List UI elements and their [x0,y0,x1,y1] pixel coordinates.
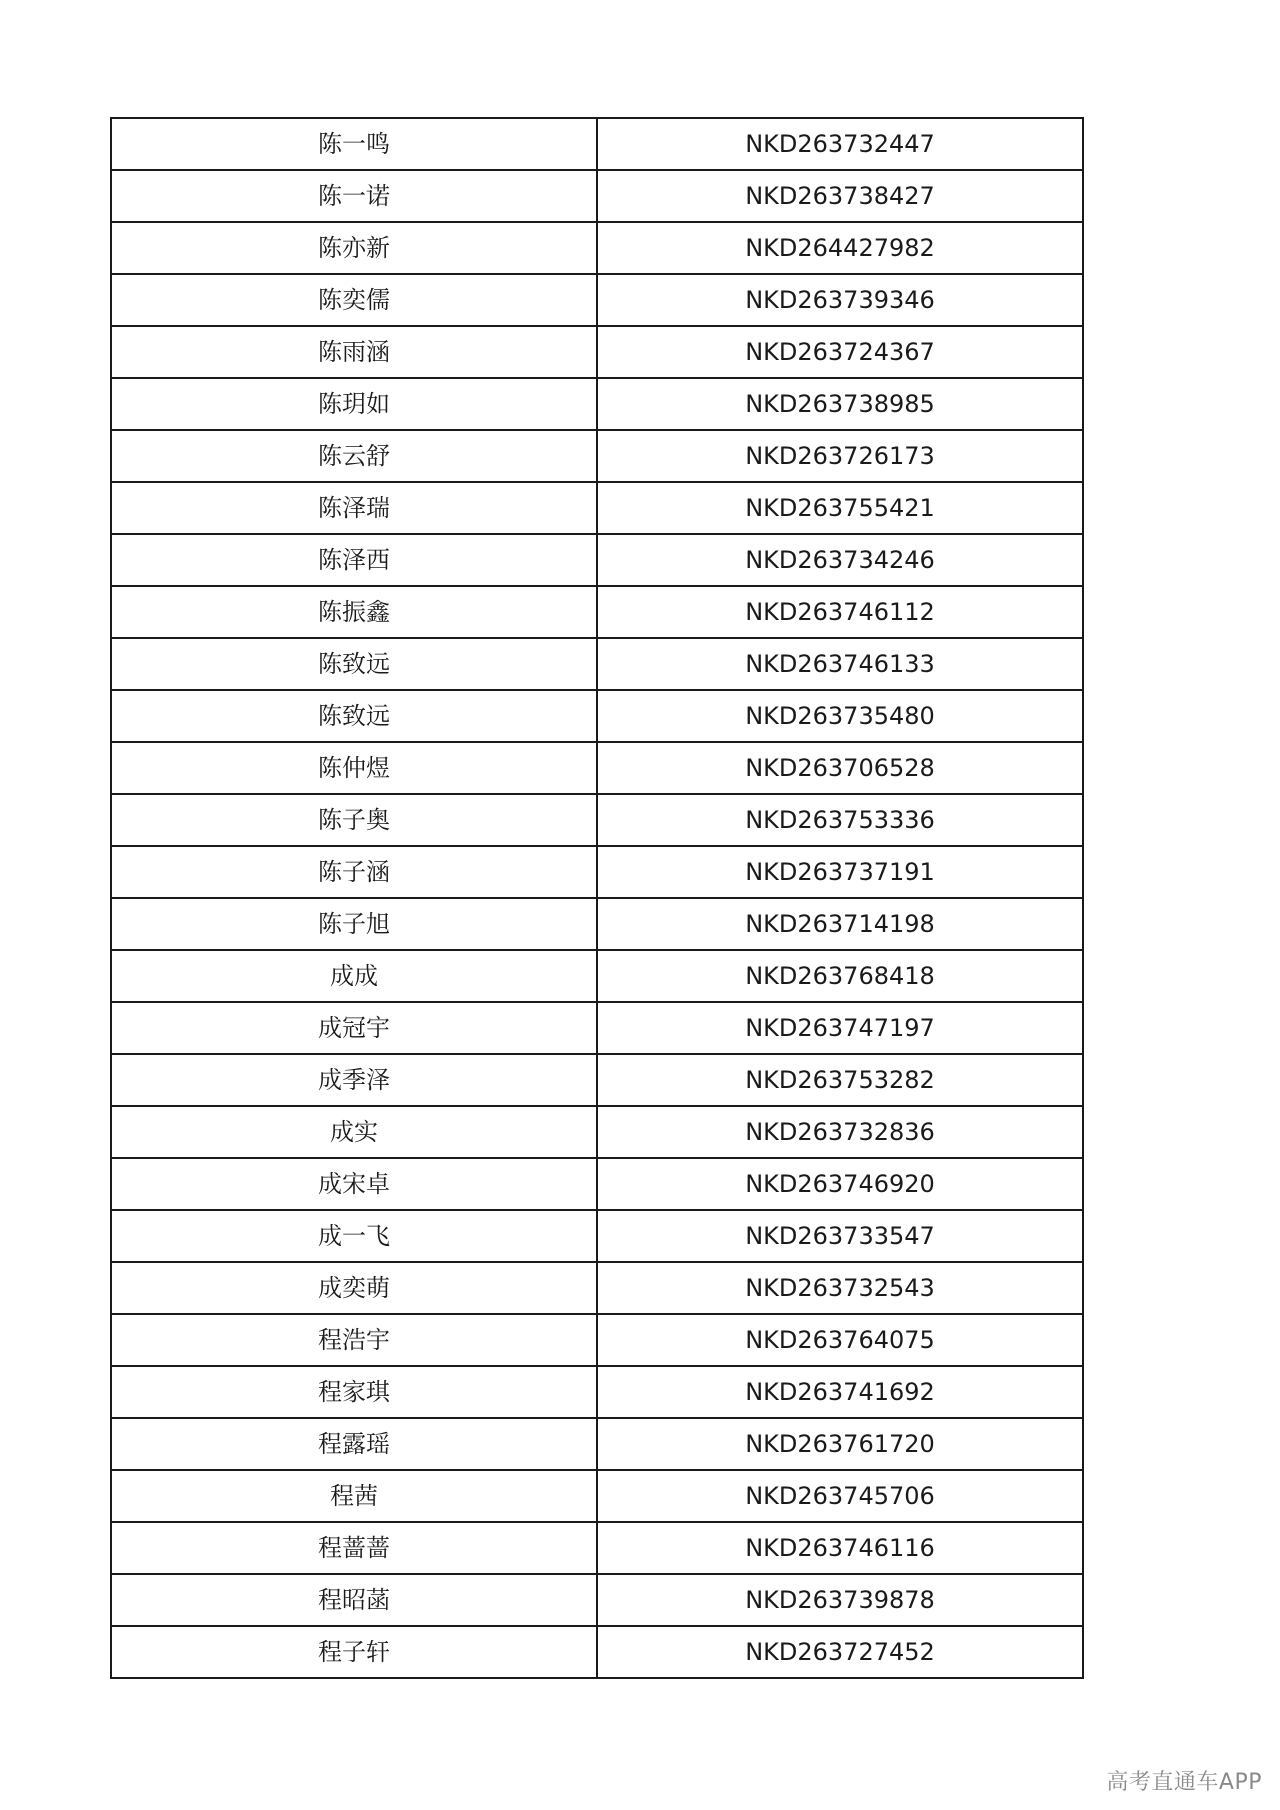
student-name-cell: 陈雨涵 [111,326,597,378]
table-row [111,378,1083,430]
student-id-cell: NKD263755421 [597,482,1083,534]
student-name-cell: 陈子奥 [111,794,597,846]
table-row [111,430,1083,482]
student-name-cell: 陈云舒 [111,430,597,482]
student-id-cell: NKD263739878 [597,1574,1083,1626]
student-name-cell: 程蔷蔷 [111,1522,597,1574]
table-row [111,118,1083,170]
student-id-cell: NKD263714198 [597,898,1083,950]
student-id-cell: NKD263727452 [597,1626,1083,1678]
student-id-cell: NKD263764075 [597,1314,1083,1366]
table-row [111,326,1083,378]
student-name-cell: 程浩宇 [111,1314,597,1366]
table-row [111,638,1083,690]
student-id-cell: NKD263745706 [597,1470,1083,1522]
student-name-cell: 陈亦新 [111,222,597,274]
student-name-cell: 陈玥如 [111,378,597,430]
table-row [111,690,1083,742]
student-id-cell: NKD263726173 [597,430,1083,482]
table-row [111,222,1083,274]
watermark-text: 高考直通车APP [1106,1770,1262,1795]
table-row [111,898,1083,950]
student-id-cell: NKD263739346 [597,274,1083,326]
student-name-cell: 程茜 [111,1470,597,1522]
student-name-cell: 陈致远 [111,638,597,690]
student-name-cell: 程子轩 [111,1626,597,1678]
student-name-cell: 成宋卓 [111,1158,597,1210]
student-id-cell: NKD263768418 [597,950,1083,1002]
student-name-cell: 陈一鸣 [111,118,597,170]
table-row [111,1054,1083,1106]
student-id-cell: NKD263738985 [597,378,1083,430]
table-row [111,1210,1083,1262]
student-id-cell: NKD263735480 [597,690,1083,742]
table-row [111,1574,1083,1626]
student-name-cell: 陈泽瑞 [111,482,597,534]
table-row [111,950,1083,1002]
student-id-cell: NKD263761720 [597,1418,1083,1470]
table-row [111,794,1083,846]
student-name-cell: 陈泽西 [111,534,597,586]
student-name-cell: 陈一诺 [111,170,597,222]
table-row [111,1522,1083,1574]
table-row [111,534,1083,586]
table-row [111,1626,1083,1678]
table-row [111,586,1083,638]
student-id-cell: NKD263732447 [597,118,1083,170]
student-name-cell: 成成 [111,950,597,1002]
student-name-cell: 程昭菡 [111,1574,597,1626]
student-name-cell: 陈振鑫 [111,586,597,638]
table-row [111,1262,1083,1314]
student-id-cell: NKD263706528 [597,742,1083,794]
table-row [111,482,1083,534]
table-row [111,1314,1083,1366]
table-row [111,1366,1083,1418]
student-id-cell: NKD263747197 [597,1002,1083,1054]
student-id-table [110,117,1084,1679]
student-id-cell: NKD263753282 [597,1054,1083,1106]
student-id-cell: NKD263746116 [597,1522,1083,1574]
table-row [111,274,1083,326]
table-row [111,1158,1083,1210]
table-row [111,846,1083,898]
student-id-cell: NKD263737191 [597,846,1083,898]
student-id-cell: NKD263746133 [597,638,1083,690]
table-row [111,1470,1083,1522]
student-name-cell: 成奕萌 [111,1262,597,1314]
student-id-cell: NKD263724367 [597,326,1083,378]
table-row [111,1418,1083,1470]
table-row [111,1002,1083,1054]
student-name-cell: 成实 [111,1106,597,1158]
student-name-cell: 陈致远 [111,690,597,742]
student-id-cell: NKD264427982 [597,222,1083,274]
student-name-cell: 陈仲煜 [111,742,597,794]
table-body [111,118,1083,1678]
student-id-cell: NKD263733547 [597,1210,1083,1262]
table-row [111,170,1083,222]
student-name-cell: 成一飞 [111,1210,597,1262]
student-name-cell: 陈奕儒 [111,274,597,326]
student-id-cell: NKD263734246 [597,534,1083,586]
student-id-cell: NKD263741692 [597,1366,1083,1418]
student-name-cell: 成冠宇 [111,1002,597,1054]
student-id-cell: NKD263746920 [597,1158,1083,1210]
student-id-cell: NKD263753336 [597,794,1083,846]
student-name-cell: 陈子旭 [111,898,597,950]
student-name-cell: 成季泽 [111,1054,597,1106]
student-id-cell: NKD263732836 [597,1106,1083,1158]
student-id-cell: NKD263746112 [597,586,1083,638]
student-id-cell: NKD263732543 [597,1262,1083,1314]
student-name-cell: 程家琪 [111,1366,597,1418]
student-id-cell: NKD263738427 [597,170,1083,222]
table-row [111,742,1083,794]
student-name-cell: 陈子涵 [111,846,597,898]
table-row [111,1106,1083,1158]
student-name-cell: 程露瑶 [111,1418,597,1470]
